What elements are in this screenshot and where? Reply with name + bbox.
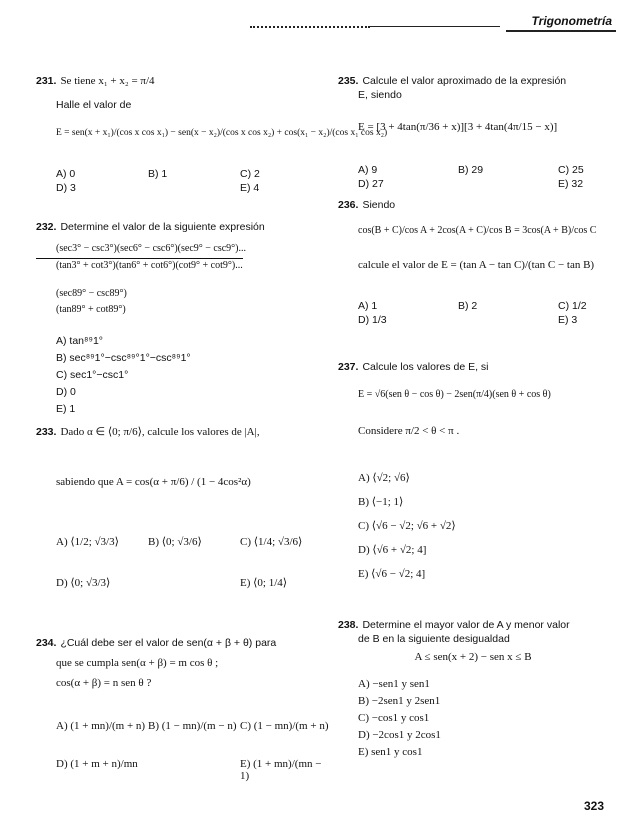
option-a: A) −sen1 y sen1 — [358, 678, 430, 690]
problem-formula: E = sen(x + x₁)/(cos x cos x₁) − sen(x − x₂)/(cos x cos x₂) + cos(x₁ − x₂)/(cos x₁ cos x₂) — [56, 128, 388, 138]
option-b: B) ⟨0; √3/6⟩ — [148, 536, 202, 548]
problem-number: 231. — [36, 75, 57, 87]
problem-number: 233. — [36, 426, 57, 438]
formula-denominator-2: (tan89° + cot89°) — [56, 304, 126, 315]
problem-condition: sabiendo que A = cos(α + π/6) / (1 − 4cos²α) — [56, 476, 251, 488]
answer-options — [36, 333, 306, 418]
problem-stem-line-1: Calcule el valor aproximado de la expresión — [362, 75, 567, 87]
option-d: D) −2cos1 y 2cos1 — [358, 729, 441, 741]
option-a: A) ⟨1/2; √3/3⟩ — [56, 536, 119, 548]
problem-233 — [36, 425, 306, 589]
problem-stem: Calcule los valores de E, si — [362, 361, 489, 373]
option-a: A) (1 + mn)/(m + n) — [56, 720, 146, 732]
problem-formula: cos(B + C)/cos A + 2cos(A + C)/cos B = 3cos(A + B)/cos C — [358, 225, 597, 236]
answer-options — [338, 676, 608, 761]
answer-options — [36, 720, 329, 782]
problem-stem-line-1: ¿Cuál debe ser el valor de sen(α + β + θ) para — [60, 637, 277, 649]
problem-stem: Determine el valor de la siguiente expresión — [60, 221, 265, 233]
problem-number: 235. — [338, 75, 359, 87]
option-d: D) (1 + m + n)/mn — [56, 758, 138, 770]
option-b: B) 29 — [458, 164, 484, 176]
answer-options — [36, 168, 306, 194]
option-d: D) 1/3 — [358, 314, 387, 326]
option-b: B) sec⁸⁹1°−csc⁸⁹°1°−csc⁸⁹1° — [56, 352, 191, 364]
problem-232 — [36, 220, 306, 418]
answer-options — [338, 300, 608, 326]
option-e: E) 4 — [240, 182, 260, 194]
problem-number: 238. — [338, 619, 359, 631]
problem-instruction: calcule el valor de E = (tan A − tan C)/(tan C − tan B) — [358, 259, 595, 271]
header-dotted-rule — [250, 26, 370, 28]
page-header — [250, 12, 620, 34]
option-e: E) sen1 y cos1 — [358, 746, 423, 758]
option-b: B) 2 — [458, 300, 478, 312]
option-d: D) 27 — [358, 178, 384, 190]
option-e: E) 3 — [558, 314, 578, 326]
option-b: B) (1 − mn)/(m − n) — [148, 720, 237, 732]
answer-options — [36, 535, 306, 589]
problem-stem-line-1: Determine el mayor valor de A y menor valor — [362, 619, 570, 631]
option-c: C) ⟨√6 − √2; √6 + √2⟩ — [358, 520, 456, 532]
option-c: C) sec1°−csc1° — [56, 369, 129, 381]
problem-stem-line-3: cos(α + β) = n sen θ ? — [56, 677, 152, 689]
problem-number: 236. — [338, 199, 359, 211]
option-e: E) (1 + mn)/(mn − 1) — [240, 758, 322, 782]
option-a: A) 0 — [56, 168, 76, 180]
problem-stem: Dado α ∈ ⟨0; π/6⟩, calcule los valores de |A|, — [60, 426, 260, 438]
option-a: A) tan⁸⁹1° — [56, 335, 103, 347]
page-number: 323 — [583, 799, 604, 813]
option-b: B) −2sen1 y 2sen1 — [358, 695, 441, 707]
problem-stem-line-2: de B en la siguiente desigualdad — [358, 633, 510, 645]
option-e: E) ⟨√6 − √2; 4] — [358, 568, 426, 580]
answer-options — [338, 466, 608, 586]
problem-number: 234. — [36, 637, 57, 649]
header-solid-rule — [370, 26, 500, 27]
formula-denominator-1: (tan3° + cot3°)(tan6° + cot6°)(cot9° + cot9°)... — [36, 258, 243, 273]
option-d: D) 0 — [56, 386, 76, 398]
problem-236 — [338, 198, 608, 326]
option-a: A) 1 — [358, 300, 378, 312]
problem-stem: Se tiene x₁ + x₂ = π/4 — [60, 75, 155, 87]
option-e: E) 32 — [558, 178, 584, 190]
formula-numerator-1: (sec3° − csc3°)(sec6° − csc6°)(sec9° − csc9°)... — [56, 243, 247, 254]
answer-options — [338, 164, 608, 190]
problem-234 — [36, 636, 329, 782]
option-d: D) ⟨0; √3/3⟩ — [56, 577, 111, 589]
option-d: D) 3 — [56, 182, 76, 194]
problem-condition: Considere π/2 < θ < π . — [358, 425, 460, 437]
option-c: C) (1 − mn)/(m + n) — [240, 720, 329, 732]
option-b: B) ⟨−1; 1⟩ — [358, 496, 404, 508]
option-a: A) ⟨√2; √6⟩ — [358, 472, 410, 484]
problem-stem-line-2: E, siendo — [358, 89, 402, 101]
problem-235 — [338, 74, 608, 190]
option-e: E) ⟨0; 1/4⟩ — [240, 577, 288, 589]
header-title: Trigonometría — [531, 14, 612, 28]
problem-stem: Siendo — [362, 199, 396, 211]
option-d: D) ⟨√6 + √2; 4] — [358, 544, 427, 556]
option-b: B) 1 — [148, 168, 168, 180]
problem-238 — [338, 618, 608, 761]
option-e: E) 1 — [56, 403, 76, 415]
problem-formula: A ≤ sen(x + 2) − sen x ≤ B — [414, 651, 532, 663]
option-c: C) −cos1 y cos1 — [358, 712, 430, 724]
problem-instruction: Halle el valor de — [56, 99, 132, 111]
problem-stem-line-2: que se cumpla sen(α + β) = m cos θ ; — [56, 657, 219, 669]
problem-237 — [338, 360, 608, 586]
problem-formula: E = √6(sen θ − cos θ) − 2sen(π/4)(sen θ + cos θ) — [358, 389, 551, 400]
header-title-underline — [506, 30, 616, 32]
option-a: A) 9 — [358, 164, 378, 176]
option-c: C) 2 — [240, 168, 260, 180]
problem-number: 237. — [338, 361, 359, 373]
option-c: C) 1/2 — [558, 300, 587, 312]
option-c: C) 25 — [558, 164, 584, 176]
problem-formula: E = [3 + 4tan(π/36 + x)][3 + 4tan(4π/15 − x)] — [358, 121, 558, 133]
problem-number: 232. — [36, 221, 57, 233]
formula-numerator-2: (sec89° − csc89°) — [56, 288, 127, 299]
option-c: C) ⟨1/4; √3/6⟩ — [240, 536, 303, 548]
